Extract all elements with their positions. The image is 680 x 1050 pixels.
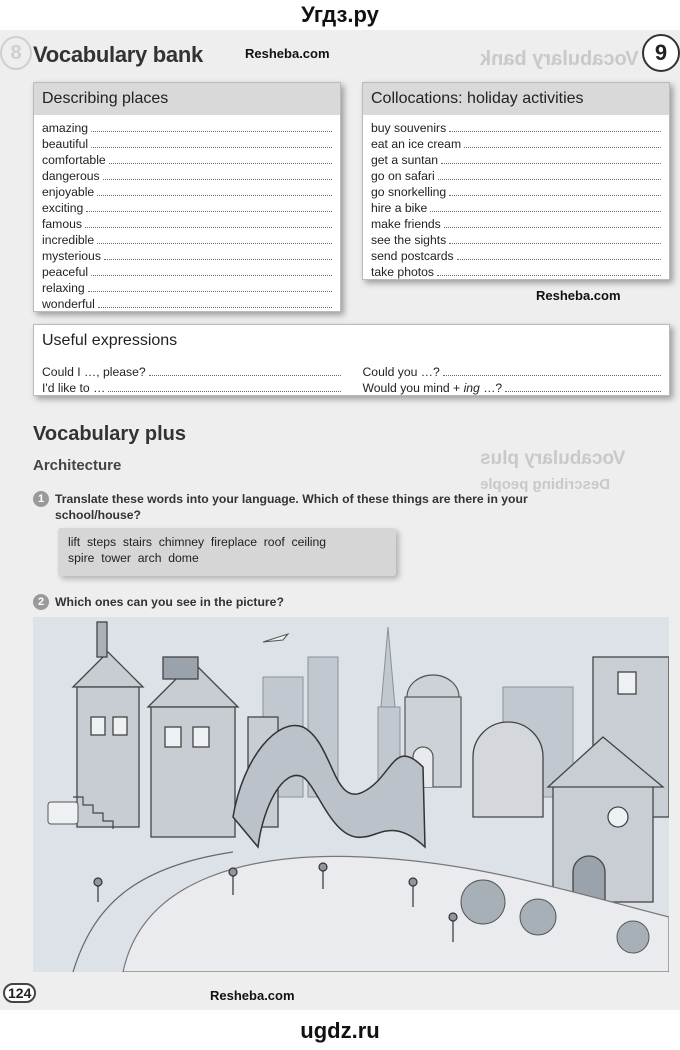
dotted-line	[97, 195, 332, 196]
word-row	[42, 247, 332, 263]
dotted-line	[85, 227, 332, 228]
useful-expressions-box	[33, 324, 670, 396]
word-text: enjoyable	[42, 185, 95, 199]
word-row	[371, 119, 661, 135]
word-row	[42, 363, 341, 379]
exercise-2	[33, 594, 284, 610]
word-row	[371, 263, 661, 279]
word-row	[371, 247, 661, 263]
dotted-line	[149, 375, 341, 376]
word-row	[42, 231, 332, 247]
collocations-heading: Collocations: holiday activities	[363, 83, 669, 115]
collocations-box	[362, 82, 670, 280]
word-text: beautiful	[42, 137, 89, 151]
word-text: hire a bike	[371, 201, 428, 215]
expression-text: Could you …?	[362, 365, 440, 379]
page-number: 124	[3, 983, 36, 1003]
word-text: get a suntan	[371, 153, 439, 167]
dotted-line	[464, 147, 661, 148]
watermark-top: Resheba.com	[245, 46, 330, 61]
unit-badge: 9	[642, 34, 680, 72]
word-text: see the sights	[371, 233, 447, 247]
describing-places-heading: Describing places	[34, 83, 340, 115]
word-row	[42, 279, 332, 295]
ghost-section: Vocabulary plus	[480, 448, 626, 469]
dotted-line	[449, 195, 661, 196]
word-text: dangerous	[42, 169, 100, 183]
word-text: buy souvenirs	[371, 121, 447, 135]
word-row	[42, 119, 332, 135]
expression-text: Would you mind + ing …?	[362, 381, 503, 395]
describing-places-list	[34, 115, 340, 311]
word-list-line-1: lift steps stairs chimney fireplace roof ceiling	[68, 535, 327, 549]
site-header-watermark: Угдз.ру	[301, 2, 379, 27]
word-row	[371, 151, 661, 167]
word-text: incredible	[42, 233, 95, 247]
dotted-line	[449, 131, 661, 132]
word-text: Could I …, please?	[42, 365, 146, 379]
exercise-1	[33, 491, 593, 523]
ghost-subtitle: Describing people	[480, 476, 611, 493]
dotted-line	[108, 391, 340, 392]
dotted-line	[438, 179, 661, 180]
watermark-bottom: Resheba.com	[210, 988, 295, 1003]
word-list-line-2: spire tower arch dome	[68, 551, 199, 565]
word-list-box	[58, 528, 396, 576]
dotted-line	[91, 147, 332, 148]
word-row	[42, 183, 332, 199]
exercise-number: 2	[33, 594, 49, 610]
word-row	[42, 199, 332, 215]
word-row	[42, 215, 332, 231]
word-text: exciting	[42, 201, 84, 215]
word-row	[371, 199, 661, 215]
textbook-page	[0, 30, 680, 1010]
dotted-line	[437, 275, 661, 276]
word-text: take photos	[371, 265, 435, 279]
dotted-line	[457, 259, 661, 260]
exercise-2-text: Which ones can you see in the picture?	[55, 595, 284, 609]
vocabulary-bank-title: Vocabulary bank	[33, 42, 203, 67]
ghost-title: Vocabulary bank	[480, 48, 639, 70]
dotted-line	[97, 243, 332, 244]
useful-expressions-right	[363, 363, 662, 395]
word-text: amazing	[42, 121, 89, 135]
word-text: send postcards	[371, 249, 454, 263]
dotted-line	[103, 179, 332, 180]
dotted-line	[109, 163, 332, 164]
dotted-line	[449, 243, 661, 244]
word-text: eat an ice cream	[371, 137, 462, 151]
town-illustration-svg	[33, 617, 669, 972]
word-row	[371, 135, 661, 151]
word-row	[371, 167, 661, 183]
town-illustration	[33, 617, 669, 972]
expression-row	[363, 379, 662, 395]
dotted-line	[441, 163, 661, 164]
dotted-line	[430, 211, 661, 212]
expression-row	[363, 363, 662, 379]
word-text: comfortable	[42, 153, 106, 167]
word-text: I'd like to …	[42, 381, 106, 395]
vocabulary-plus-title: Vocabulary plus	[33, 423, 187, 445]
dotted-line	[104, 259, 332, 260]
dotted-line	[88, 291, 332, 292]
site-footer-watermark: ugdz.ru	[300, 1018, 380, 1043]
dotted-line	[91, 131, 332, 132]
exercise-number: 1	[33, 491, 49, 507]
word-row	[42, 135, 332, 151]
word-row	[42, 295, 332, 311]
useful-expressions-left	[42, 363, 363, 395]
word-text: go snorkelling	[371, 185, 447, 199]
word-text: famous	[42, 217, 82, 231]
word-row	[42, 263, 332, 279]
useful-expressions-heading: Useful expressions	[34, 325, 669, 357]
dotted-line	[98, 307, 332, 308]
word-text: make friends	[371, 217, 441, 231]
ghost-unit-badge: 8	[0, 36, 32, 70]
word-row	[42, 379, 341, 395]
word-text: wonderful	[42, 297, 95, 311]
architecture-subtitle: Architecture	[33, 457, 122, 474]
dotted-line	[444, 227, 661, 228]
word-text: peaceful	[42, 265, 89, 279]
word-row	[42, 151, 332, 167]
dotted-line	[91, 275, 332, 276]
describing-places-box	[33, 82, 341, 312]
exercise-1-text: Translate these words into your language. Which of these things are there in your school/house?	[55, 492, 528, 522]
word-row	[371, 183, 661, 199]
watermark-middle: Resheba.com	[536, 288, 621, 303]
word-text: relaxing	[42, 281, 85, 295]
word-text: go on safari	[371, 169, 435, 183]
collocations-list	[363, 115, 669, 279]
word-text: mysterious	[42, 249, 101, 263]
word-row	[371, 215, 661, 231]
word-row	[371, 231, 661, 247]
dotted-line	[86, 211, 332, 212]
word-row	[42, 167, 332, 183]
